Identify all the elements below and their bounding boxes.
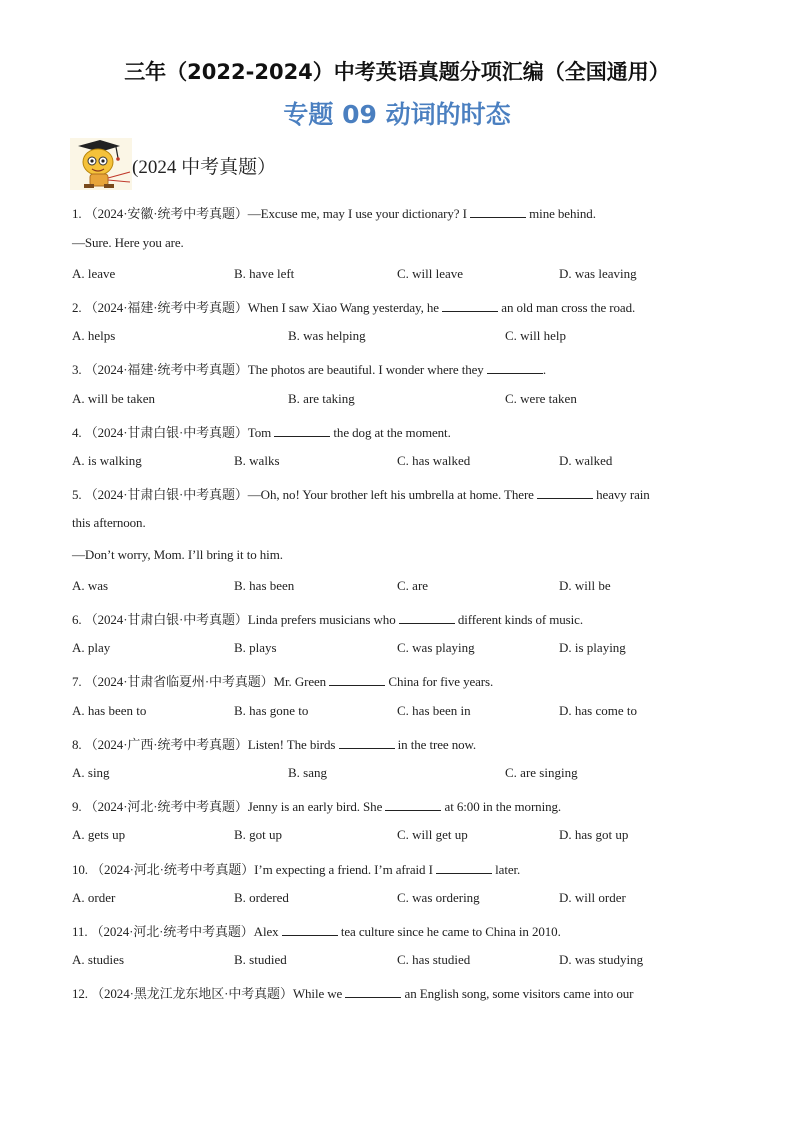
answer-blank bbox=[537, 487, 593, 499]
question-8-option-b: B. sang bbox=[288, 765, 327, 780]
answer-blank bbox=[385, 799, 441, 811]
question-11-option-b: B. studied bbox=[234, 952, 287, 967]
question-10-option-a: A. order bbox=[72, 890, 116, 905]
question-3-option-a: A. will be taken bbox=[72, 391, 156, 406]
answer-blank bbox=[274, 425, 330, 437]
question-12-stem: 12. （2024·黑龙江龙东地区·中考真题）While we an English song, some visitors came into our bbox=[72, 986, 634, 1001]
question-4-option-c: C. has walked bbox=[397, 453, 471, 468]
question-3-option-c: C. were taken bbox=[505, 391, 577, 406]
question-3-stem: 3. （2024·福建·统考中考真题）The photos are beautiful. I wonder where they . bbox=[72, 362, 546, 377]
cartoon-graduate-mascot-icon bbox=[70, 138, 132, 190]
document-subtitle: 专题 09 动词的时态 bbox=[283, 100, 511, 129]
question-8-option-a: A. sing bbox=[72, 765, 110, 780]
question-6-option-d: D. is playing bbox=[559, 640, 626, 655]
question-9-option-c: C. will get up bbox=[397, 827, 468, 842]
question-10-stem: 10. （2024·河北·统考中考真题）I’m expecting a friend. I’m afraid I later. bbox=[72, 862, 521, 877]
question-5-option-c: C. are bbox=[397, 578, 429, 593]
question-9-stem: 9. （2024·河北·统考中考真题）Jenny is an early bird. She at 6:00 in the morning. bbox=[72, 799, 562, 814]
question-11-option-a: A. studies bbox=[72, 952, 124, 967]
question-9-option-a: A. gets up bbox=[72, 827, 126, 842]
question-1-option-d: D. was leaving bbox=[559, 266, 637, 281]
answer-blank bbox=[470, 206, 526, 218]
section-header bbox=[70, 138, 370, 190]
question-5-option-b: B. has been bbox=[234, 578, 295, 593]
question-4-option-d: D. walked bbox=[559, 453, 613, 468]
question-4-option-a: A. is walking bbox=[72, 453, 142, 468]
question-2-option-b: B. was helping bbox=[288, 328, 366, 343]
question-2-stem: 2. （2024·福建·统考中考真题）When I saw Xiao Wang yesterday, he an old man cross the road. bbox=[72, 300, 636, 315]
answer-blank bbox=[339, 737, 395, 749]
answer-blank bbox=[436, 862, 492, 874]
question-6-stem: 6. （2024·甘肃白银·中考真题）Linda prefers musicians who different kinds of music. bbox=[72, 612, 583, 627]
question-2-option-c: C. will help bbox=[505, 328, 567, 343]
answer-blank bbox=[345, 986, 401, 998]
question-11-stem: 11. （2024·河北·统考中考真题）Alex tea culture since he came to China in 2010. bbox=[72, 924, 561, 939]
question-11-option-d: D. was studying bbox=[559, 952, 644, 967]
question-5-stem-continued: this afternoon. bbox=[72, 515, 146, 530]
question-4-stem: 4. （2024·甘肃白银·中考真题）Tom the dog at the moment. bbox=[72, 425, 451, 440]
question-5-option-a: A. was bbox=[72, 578, 109, 593]
answer-blank bbox=[329, 674, 385, 686]
question-7-stem: 7. （2024·甘肃省临夏州·中考真题）Mr. Green China for five years. bbox=[72, 674, 494, 689]
question-7-option-d: D. has come to bbox=[559, 703, 637, 718]
question-6-option-c: C. was playing bbox=[397, 640, 475, 655]
answer-blank bbox=[487, 362, 543, 374]
question-1-reply: —Sure. Here you are. bbox=[72, 235, 184, 250]
question-6-option-b: B. plays bbox=[234, 640, 277, 655]
question-11-option-c: C. has studied bbox=[397, 952, 471, 967]
question-9-option-b: B. got up bbox=[234, 827, 283, 842]
answer-blank bbox=[282, 924, 338, 936]
question-8-stem: 8. （2024·广西·统考中考真题）Listen! The birds in the tree now. bbox=[72, 737, 477, 752]
document-title: 三年（2022-2024）中考英语真题分项汇编（全国通用） bbox=[124, 60, 670, 84]
question-3-option-b: B. are taking bbox=[288, 391, 355, 406]
question-10-option-c: C. was ordering bbox=[397, 890, 480, 905]
question-5-stem: 5. （2024·甘肃白银·中考真题）—Oh, no! Your brother left his umbrella at home. There heavy rain bbox=[72, 487, 650, 502]
question-1-option-c: C. will leave bbox=[397, 266, 464, 281]
answer-blank bbox=[442, 300, 498, 312]
question-8-option-c: C. are singing bbox=[505, 765, 578, 780]
question-6-option-a: A. play bbox=[72, 640, 111, 655]
question-2-option-a: A. helps bbox=[72, 328, 116, 343]
question-10-option-d: D. will order bbox=[559, 890, 626, 905]
question-10-option-b: B. ordered bbox=[234, 890, 289, 905]
section-label: (2024 中考真题） bbox=[132, 157, 277, 178]
answer-blank bbox=[399, 612, 455, 624]
question-4-option-b: B. walks bbox=[234, 453, 280, 468]
question-5-reply: —Don’t worry, Mom. I’ll bring it to him. bbox=[72, 547, 283, 562]
question-7-option-c: C. has been in bbox=[397, 703, 471, 718]
question-7-option-b: B. has gone to bbox=[234, 703, 309, 718]
question-7-option-a: A. has been to bbox=[72, 703, 147, 718]
question-5-option-d: D. will be bbox=[559, 578, 611, 593]
question-1-option-b: B. have left bbox=[234, 266, 295, 281]
question-1-option-a: A. leave bbox=[72, 266, 116, 281]
question-9-option-d: D. has got up bbox=[559, 827, 629, 842]
question-1-stem: 1. （2024·安徽·统考中考真题）—Excuse me, may I use your dictionary? I mine behind. bbox=[72, 206, 596, 221]
